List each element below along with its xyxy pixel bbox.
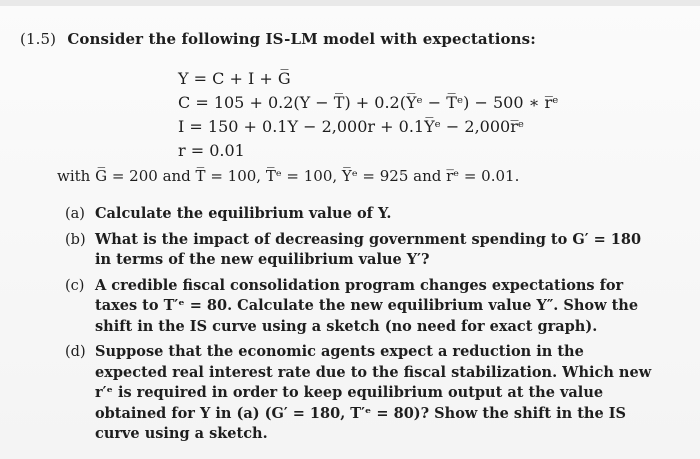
part-label: (d) [65, 344, 86, 360]
part-text: Suppose that the economic agents expect a reduction in the expected real interest rate due to the fiscal stabilization. Which new r′ᵉ is required in order to keep equilibrium output at the value obtained for Y in (a) (G′ = 180, T′ᵉ = 80)? Show the shift in the IS curve using a sketch. [95, 343, 652, 442]
question-parts [65, 204, 655, 450]
part-label: (c) [65, 277, 85, 294]
equation-interest-rate: r = 0.01 [178, 141, 245, 160]
question-part-a [65, 204, 655, 225]
part-text: Calculate the equilibrium value of Y. [95, 205, 392, 222]
problem-number: (1.5) [20, 30, 57, 48]
part-label: (a) [65, 206, 85, 222]
problem-header [20, 30, 536, 48]
part-text: What is the impact of decreasing government spending to G′ = 180 in terms of the new equilibrium value Y′? [95, 230, 642, 268]
problem-title: Consider the following IS-LM model with expectations: [67, 30, 536, 48]
question-part-b [65, 230, 655, 271]
part-label: (b) [65, 231, 86, 248]
part-text: A credible fiscal consolidation program changes expectations for taxes to T′ᵉ = 80. Calculate the new equilibrium value Y″. Show the shift in the IS curve using a sketch (no need for exact graph). [95, 276, 639, 335]
question-part-d [65, 342, 655, 445]
equation-output: Y = C + I + G̅ [178, 69, 291, 88]
equation-block [178, 67, 558, 163]
question-part-c [65, 276, 655, 338]
top-divider [0, 0, 700, 6]
equation-investment: I = 150 + 0.1Y − 2,000r + 0.1Y̅ᵉ − 2,000r̅ᵉ [178, 117, 525, 136]
given-values: with G̅ = 200 and T̅ = 100, T̅ᵉ = 100, Y̅ᵉ = 925 and r̅ᵉ = 0.01. [57, 167, 520, 185]
equation-consumption: C = 105 + 0.2(Y − T̅) + 0.2(Y̅ᵉ − T̅ᵉ) − 500 ∗ r̅ᵉ [178, 93, 559, 112]
